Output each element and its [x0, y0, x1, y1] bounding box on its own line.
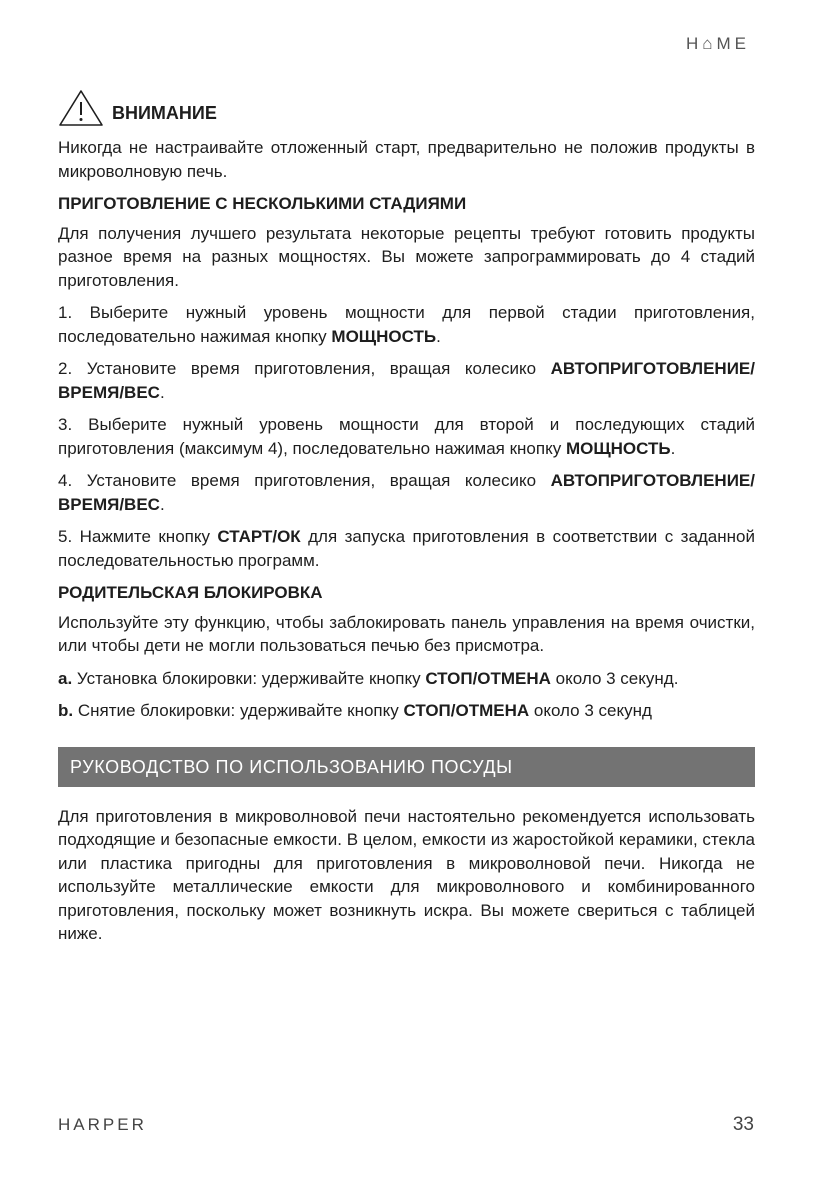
lock-intro: Используйте эту функцию, чтобы заблокировать панель управления на время очистки, или чтобы дети не могли пользоваться печью без присмотра. — [58, 612, 755, 655]
lock-heading: РОДИТЕЛЬСКАЯ БЛОКИРОВКА — [58, 583, 323, 602]
step-5: 5. Нажмите кнопку СТАРТ/ОК для запуска приготовления в соответствии с заданной последовательностью программ. — [58, 527, 755, 570]
harper-logo: HARPER — [58, 1115, 147, 1134]
lock-item-a: a. Установка блокировки: удерживайте кнопку СТОП/ОТМЕНА около 3 секунд. — [58, 668, 679, 688]
page-number: 33 — [732, 1114, 754, 1135]
cookware-banner: РУКОВОДСТВО ПО ИСПОЛЬЗОВАНИЮ ПОСУДЫ — [58, 747, 755, 787]
warning-heading — [58, 88, 217, 128]
warning-text: Никогда не настраивайте отложенный старт, предварительно не положив продукты в микроволновую печь. — [58, 138, 755, 181]
page-content — [58, 136, 755, 955]
step-3: 3. Выберите нужный уровень мощности для второй и последующих стадий приготовления (максимум 4), последовательно нажимая кнопку МОЩНОСТЬ. — [58, 415, 755, 458]
multistage-heading: ПРИГОТОВЛЕНИЕ С НЕСКОЛЬКИМИ СТАДИЯМИ — [58, 194, 467, 213]
step-4: 4. Установите время приготовления, вращая колесико АВТОПРИГОТОВЛЕНИЕ/ ВРЕМЯ/ВЕС. — [58, 471, 755, 514]
multistage-intro: Для получения лучшего результата некоторые рецепты требуют готовить продукты разное время на разных мощностях. Вы можете запрограммировать до 4 стадий приготовления. — [58, 223, 755, 290]
warning-title: ВНИМАНИЕ — [112, 102, 217, 123]
lock-item-b: b. Снятие блокировки: удерживайте кнопку СТОП/ОТМЕНА около 3 секунд — [58, 701, 652, 720]
warning-triangle-icon — [58, 88, 104, 128]
home-logo: H⌂ME — [685, 34, 750, 53]
step-1: 1. Выберите нужный уровень мощности для первой стадии приготовления, последовательно нажимая кнопку МОЩНОСТЬ. — [58, 303, 755, 346]
cookware-text: Для приготовления в микроволновой печи настоятельно рекомендуется использовать подходящие и безопасные емкости. В целом, емкости из жаростойкой керамики, стекла или пластика пригодны для приготовления в микроволновой печи. Никогда не используйте металлические емкости для микроволнового и комбинированного приготовления, поскольку может возникнуть искра. Вы можете свериться с таблицей ниже. — [58, 806, 755, 943]
step-2: 2. Установите время приготовления, вращая колесико АВТОПРИГОТОВЛЕНИЕ/ ВРЕМЯ/ВЕС. — [58, 359, 755, 402]
